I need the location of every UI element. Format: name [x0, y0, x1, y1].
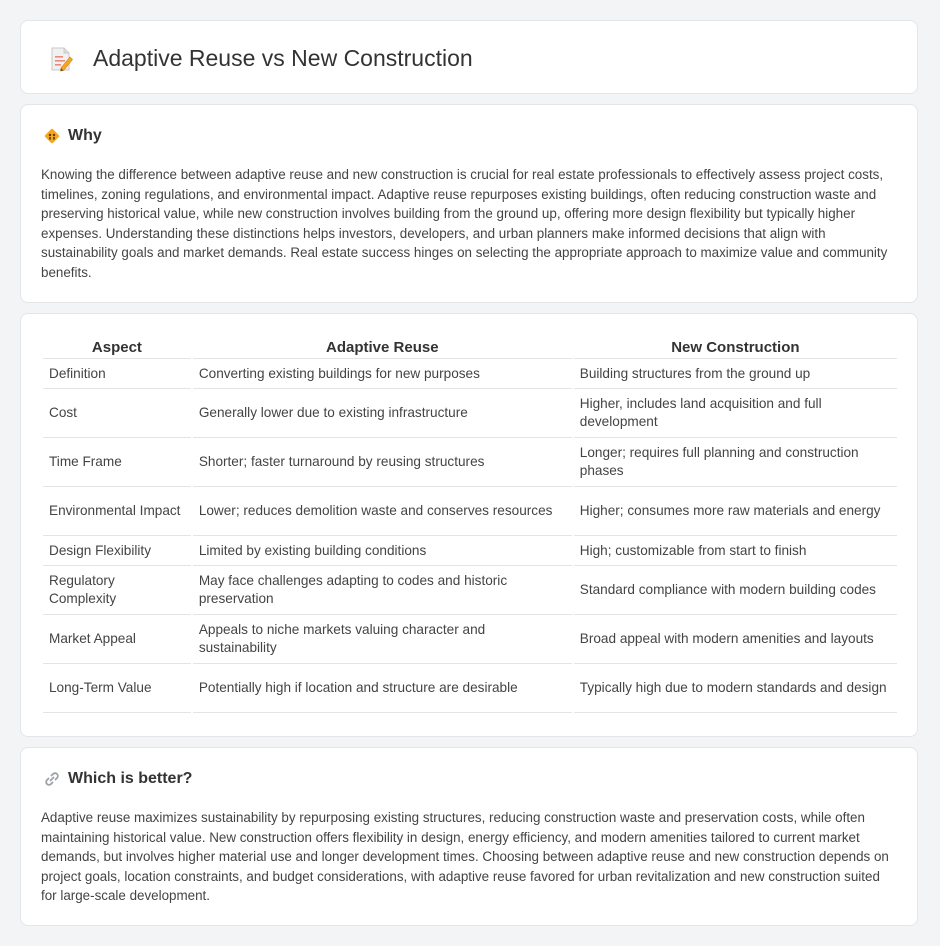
- which-better-paragraph: Adaptive reuse maximizes sustainability by repurposing existing structures, reducing construction waste and preservation costs, while often maintaining historical value. New construction offers flexibility in design, energy efficiency, and modern amenities tailored to current market demands, but involves higher material use and longer development times. Choosing between adaptive reuse and new construction depends on project goals, location constraints, and budget considerations, with adaptive reuse favored for urban revitalization and new construction suited for large-scale development.: [41, 810, 889, 903]
- table-header-row: [43, 336, 897, 359]
- adaptive-reuse-cell: Shorter; faster turnaround by reusing structures: [193, 438, 572, 487]
- table-row: [43, 536, 897, 566]
- which-better-heading: Which is better?: [68, 770, 193, 787]
- table-row: [43, 359, 897, 389]
- new-construction-cell: Typically high due to modern standards and design: [574, 664, 897, 713]
- adaptive-reuse-cell: Converting existing buildings for new purposes: [193, 359, 572, 389]
- table-row: [43, 615, 897, 664]
- header-aspect: Aspect: [43, 336, 191, 359]
- aspect-cell: Regulatory Complexity: [43, 566, 191, 615]
- table-row: [43, 438, 897, 487]
- warning-sign-icon: [43, 127, 61, 145]
- comparison-table: [41, 336, 899, 713]
- adaptive-reuse-cell: Potentially high if location and structure are desirable: [193, 664, 572, 713]
- header-new-construction: New Construction: [574, 336, 897, 359]
- new-construction-cell: Broad appeal with modern amenities and layouts: [574, 615, 897, 664]
- which-better-card: [20, 747, 918, 926]
- title-card: [20, 20, 918, 94]
- adaptive-reuse-cell: Lower; reduces demolition waste and conserves resources: [193, 487, 572, 536]
- header-adaptive-reuse: Adaptive Reuse: [193, 336, 572, 359]
- aspect-cell: Design Flexibility: [43, 536, 191, 566]
- memo-icon: [47, 46, 73, 72]
- link-icon: [43, 770, 61, 788]
- aspect-cell: Definition: [43, 359, 191, 389]
- new-construction-cell: Longer; requires full planning and construction phases: [574, 438, 897, 487]
- aspect-cell: Time Frame: [43, 438, 191, 487]
- adaptive-reuse-cell: Appeals to niche markets valuing character and sustainability: [193, 615, 572, 664]
- adaptive-reuse-cell: May face challenges adapting to codes and historic preservation: [193, 566, 572, 615]
- table-row: [43, 566, 897, 615]
- why-paragraph: Knowing the difference between adaptive reuse and new construction is crucial for real estate professionals to effectively assess project costs, timelines, zoning regulations, and environmental impact. Adaptive reuse repurposes existing buildings, often reducing construction waste and preserving historical value, while new construction involves building from the ground up, offering more design flexibility but typically higher expenses. Understanding these distinctions helps investors, developers, and urban planners make informed decisions that align with sustainability goals and market demands. Real estate success hinges on selecting the appropriate approach to maximize value and community benefits.: [41, 167, 888, 280]
- page-title: Adaptive Reuse vs New Construction: [93, 45, 473, 71]
- aspect-cell: Cost: [43, 389, 191, 438]
- why-card: [20, 104, 918, 303]
- adaptive-reuse-cell: Limited by existing building conditions: [193, 536, 572, 566]
- adaptive-reuse-cell: Generally lower due to existing infrastructure: [193, 389, 572, 438]
- new-construction-cell: High; customizable from start to finish: [574, 536, 897, 566]
- aspect-cell: Environmental Impact: [43, 487, 191, 536]
- new-construction-cell: Higher, includes land acquisition and full development: [574, 389, 897, 438]
- aspect-cell: Long-Term Value: [43, 664, 191, 713]
- table-row: [43, 664, 897, 713]
- table-row: [43, 389, 897, 438]
- comparison-card: [20, 313, 918, 737]
- new-construction-cell: Higher; consumes more raw materials and energy: [574, 487, 897, 536]
- why-heading: Why: [68, 127, 102, 144]
- new-construction-cell: Building structures from the ground up: [574, 359, 897, 389]
- new-construction-cell: Standard compliance with modern building codes: [574, 566, 897, 615]
- aspect-cell: Market Appeal: [43, 615, 191, 664]
- table-row: [43, 487, 897, 536]
